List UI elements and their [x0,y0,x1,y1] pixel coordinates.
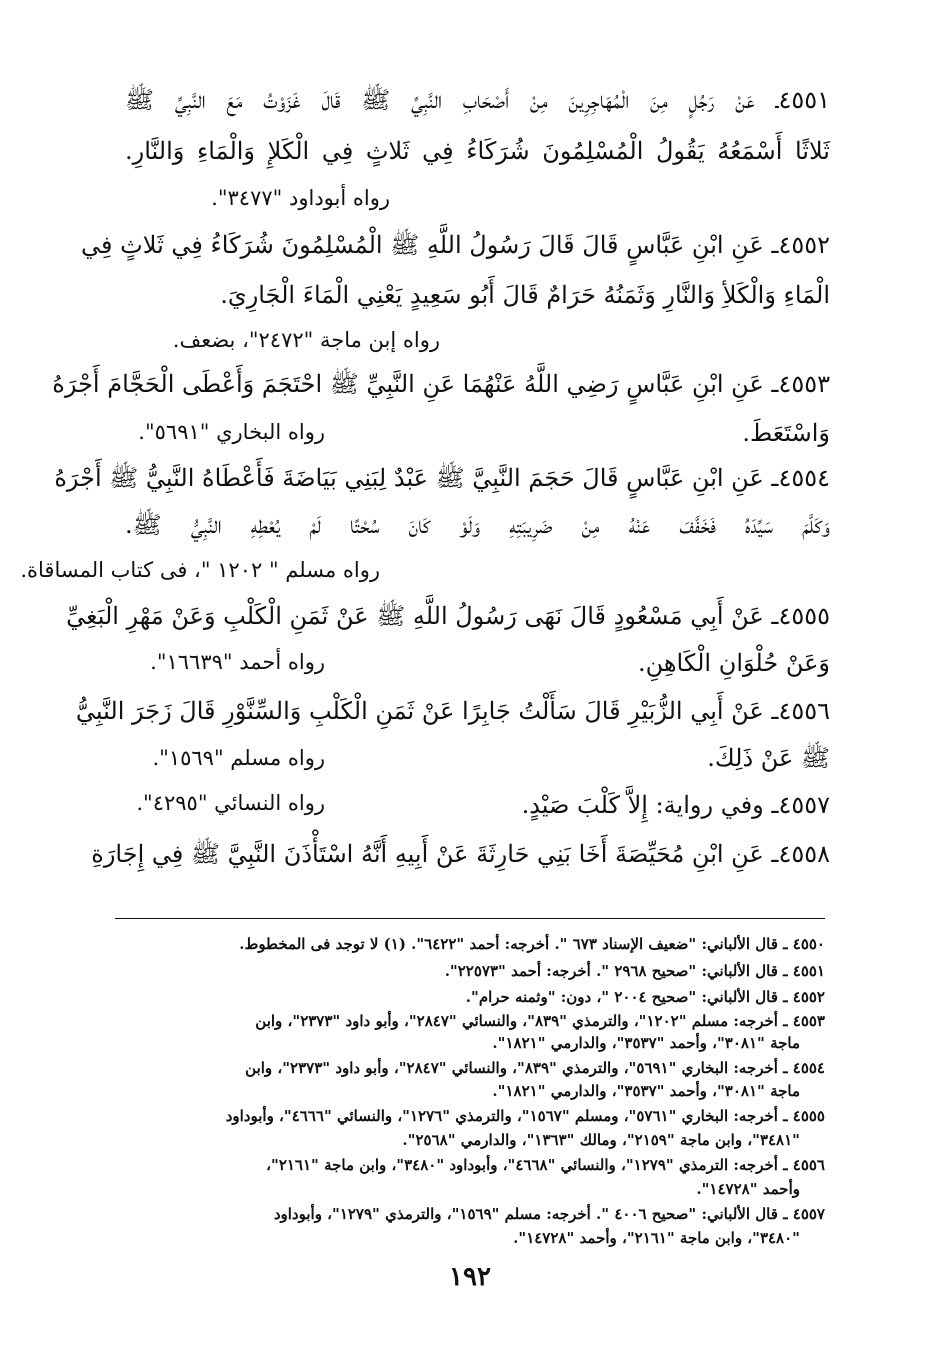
footnote-4550: ٤٥٥٠ ـ قال الألباني: "ضعيف الإسناد ٦٧٣ ". أخرجه: أحمد "٦٤٢٢". (١) لا توجد فى المخطوط. [239,935,825,953]
hadith-4557-source: رواه النسائي "٤٢٩٥". [136,791,325,815]
hadith-4554-source: رواه مسلم " ١٢٠٢ "، فى كتاب المساقاة. [20,558,380,582]
hadith-4558-line-1: ٤٥٥٨ـ عَنِ ابْنِ مُحَيِّصَةَ أَخَا بَنِي حَارِثَةَ عَنْ أَبِيهِ أَنَّهُ اسْتَأْذَنَ النَّبِيَّ ﷺ فِي إِجَارَةِ [91,840,830,868]
footnote-4557-line-1: ٤٥٥٧ ـ قال الألباني: "صحيح ٤٠٠٦ ". أخرجه: مسلم "١٥٦٩"، والترمذي "١٢٧٩"، وأبوداود [273,1205,825,1223]
hadith-4554-line-1: ٤٥٥٤ـ عَنِ ابْنِ عَبَّاسٍ قَالَ حَجَمَ النَّبِيَّ ﷺ عَبْدٌ لِبَنِي بَيَاضَةَ فَأَعْطَاهُ النَّبِيُّ ﷺ أَجْرَهُ [54,464,830,492]
footnote-4555-line-1: ٤٥٥٥ ـ أخرجه: البخاري "٥٧٦١"، ومسلم "١٥٦٧"، والترمذي "١٢٧٦"، والنسائي "٤٦٦٦"، وأبوداود [225,1107,825,1125]
hadith-4556-line-2: ﷺ عَنْ ذَلِكَ. [707,744,830,772]
hadith-4553-source: رواه البخاري "٥٦٩١". [138,420,325,444]
footnote-4553-line-2: ماجة "٣٠٨١"، وأحمد "٣٥٣٧"، والدارمي "١٨٢١". [492,1034,800,1052]
hadith-4552-line-1: ٤٥٥٢ـ عَنِ ابْنِ عَبَّاسٍ قَالَ قَالَ رَسُولُ اللَّهِ ﷺ الْمُسْلِمُونَ شُرَكَاءُ فِي ثَلاثٍ فِي [81,231,830,259]
hadith-4555-line-2: وَعَنْ حُلْوَانِ الْكَاهِنِ. [637,649,830,677]
footnote-4554-line-2: ماجة "٣٠٨١"، وأحمد "٣٥٣٧"، والدارمي "١٨٢١". [492,1082,800,1100]
hadith-4554-line-2: وَكَلَّمَ سَيِّدَهُ فَخَفَّفَ عَنْهُ مِنْ ضَرِيبَتِهِ وَلَوْ كَانَ سُحْتًا لَمْ يُعْطِهِ النَّبِيُّ ﷺ. [125,511,830,539]
footnote-4556-line-2: وأحمد "١٤٧٢٨". [696,1180,800,1198]
hadith-4553-line-2: وَاسْتَعَطَ. [742,419,830,447]
hadith-4557-line-1: ٤٥٥٧ـ وفي رواية: إِلاَّ كَلْبَ صَيْدٍ. [521,791,830,819]
hadith-4556-source: رواه مسلم "١٥٦٩". [152,746,325,770]
hadith-4556-line-1: ٤٥٥٦ـ عَنْ أَبِي الزُّبَيْرِ قَالَ سَأَلْتُ جَابِرًا عَنْ ثَمَنِ الْكَلْبِ وَالسِّنَّوْرِ قَالَ زَجَرَ النَّبِيُّ [75,697,830,725]
footnote-separator [115,918,825,919]
hadith-4551-line-2: ثَلاثًا أَسْمَعُهُ يَقُولُ الْمُسْلِمُونَ شُرَكَاءُ فِي ثَلاثٍ فِي الْكَلإِ وَالْمَاءِ وَالنَّارِ. [125,137,830,165]
hadith-4552-line-2: الْمَاءِ وَالْكَلأِ وَالنَّارِ وَثَمَنُهُ حَرَامٌ قَالَ أَبُو سَعِيدٍ يَعْنِي الْمَاءَ الْجَارِيَ. [220,281,830,309]
footnote-4557-line-2: "٣٤٨٠"، وابن ماجة "٢١٦١"، وأحمد "١٤٧٢٨". [513,1229,800,1247]
footnote-4555-line-2: "٣٤٨١"، وابن ماجة "٢١٥٩"، ومالك "١٣٦٣"، والدارمي "٢٥٦٨". [402,1131,800,1149]
hadith-4555-line-1: ٤٥٥٥ـ عَنْ أَبِي مَسْعُودٍ قَالَ نَهَى رَسُولُ اللَّهِ ﷺ عَنْ ثَمَنِ الْكَلْبِ وَعَنْ مَهْرِ الْبَغِيِّ [66,602,830,630]
page-number: ١٩٢ [449,1262,491,1292]
hadith-4553-line-1: ٤٥٥٣ـ عَنِ ابْنِ عَبَّاسٍ رَضِي اللَّهُ عَنْهُمَا عَنِ النَّبِيِّ ﷺ احْتَجَمَ وَأَعْطَى الْحَجَّامَ أَجْرَهُ [52,370,830,398]
footnote-4551: ٤٥٥١ ـ قال الألباني: "صحيح ٢٩٦٨ ". أخرجه: أحمد "٢٢٥٧٣". [444,962,825,980]
hadith-4551-line-1: ٤٥٥١ـ عَنْ رَجُلٍ مِنَ الْمُهَاجِرِينَ مِنْ أَصْحَابِ النَّبِيِّ ﷺ قَالَ غَزَوْتُ مَعَ النَّبِيِّ ﷺ [125,86,830,114]
hadith-4552-source: رواه إبن ماجة "٢٤٧٢"، بضعف. [172,328,440,352]
hadith-4551-source: رواه أبوداود "٣٤٧٧". [211,186,390,210]
hadith-4555-source: رواه أحمد "١٦٦٣٩". [150,650,325,674]
footnote-4552: ٤٥٥٢ ـ قال الألباني: "صحيح ٢٠٠٤ "، دون: "وثمنه حرام". [465,988,825,1006]
footnote-4556-line-1: ٤٥٥٦ ـ أخرجه: الترمذي "١٢٧٩"، والنسائي "٤٦٦٨"، وأبوداود "٣٤٨٠"، وابن ماجة "٢١٦١"، [266,1156,825,1174]
footnote-4554-line-1: ٤٥٥٤ ـ أخرجه: البخاري "٥٦٩١"، والترمذي "٨٣٩"، والنسائي "٢٨٤٧"، وأبو داود "٢٣٧٣"، وابن [245,1059,825,1077]
footnote-4553-line-1: ٤٥٥٣ ـ أخرجه: مسلم "١٢٠٢"، والترمذي "٨٣٩"، والنسائي "٢٨٤٧"، وأبو داود "٢٣٧٣"، وابن [255,1012,825,1030]
